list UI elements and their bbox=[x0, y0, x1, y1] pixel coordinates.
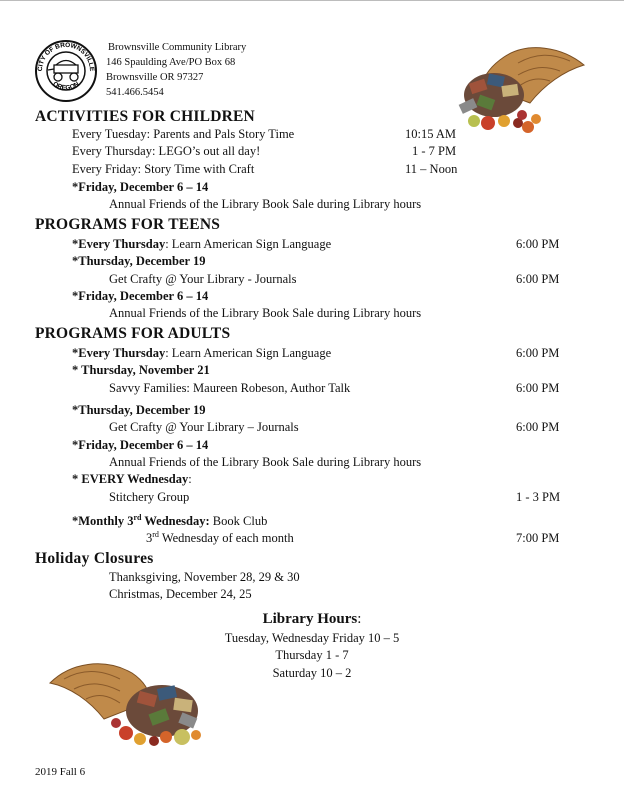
svg-text:CITY OF BROWNSVILLE: CITY OF BROWNSVILLE bbox=[36, 41, 96, 72]
adults-author-date: * Thursday, November 21 bbox=[72, 363, 210, 377]
footer-issue: 2019 Fall 6 bbox=[35, 766, 86, 778]
children-tuesday-time: 10:15 AM bbox=[405, 127, 457, 141]
adults-crafty-date: *Thursday, December 19 bbox=[72, 403, 206, 417]
hours-line1: Tuesday, Wednesday Friday 10 – 5 bbox=[224, 631, 400, 645]
adults-asl-line bbox=[72, 346, 331, 361]
library-name: Brownsville Community Library bbox=[108, 42, 247, 53]
adults-bookclub-desc-ordinal: rd bbox=[152, 529, 159, 539]
hours-title: Library Hours bbox=[262, 611, 358, 627]
teens-crafty-time: 6:00 PM bbox=[516, 272, 560, 286]
adults-bookclub-ordinal: rd bbox=[133, 512, 142, 522]
adults-asl-day: *Every Thursday bbox=[72, 346, 166, 360]
children-friday-storytime: Every Friday: Story Time with Craft bbox=[72, 162, 255, 176]
library-phone: 541.466.5454 bbox=[106, 87, 164, 98]
cornucopia-image-bottom bbox=[46, 653, 206, 753]
adults-bookclub-desc-num: 3 bbox=[146, 531, 153, 545]
adults-author-time: 6:00 PM bbox=[516, 381, 560, 395]
teens-booksale-date: *Friday, December 6 – 14 bbox=[72, 289, 209, 303]
adults-bookclub-desc bbox=[146, 531, 294, 546]
cornucopia-image-top bbox=[452, 41, 588, 137]
teens-asl-line bbox=[72, 237, 331, 252]
svg-text:OREGON: OREGON bbox=[51, 80, 81, 92]
adults-crafty-time: 6:00 PM bbox=[516, 420, 560, 434]
city-seal-logo bbox=[34, 39, 98, 103]
teens-crafty-desc: Get Crafty @ Your Library - Journals bbox=[109, 272, 297, 286]
adults-bookclub-prefix: *Monthly 3 bbox=[72, 514, 134, 528]
adults-bookclub-desc-text: Wednesday of each month bbox=[158, 531, 294, 545]
closures-thanksgiving: Thanksgiving, November 28, 29 & 30 bbox=[109, 570, 300, 584]
teens-heading: PROGRAMS FOR TEENS bbox=[35, 216, 221, 233]
teens-booksale-desc: Annual Friends of the Library Book Sale during Library hours bbox=[109, 306, 422, 320]
hours-line3: Saturday 10 – 2 bbox=[272, 666, 352, 680]
adults-asl-desc: : Learn American Sign Language bbox=[165, 346, 332, 360]
hours-title-colon: : bbox=[357, 611, 362, 627]
children-friday-time: 11 – Noon bbox=[405, 162, 458, 176]
library-address-line2: Brownsville OR 97327 bbox=[106, 72, 204, 83]
adults-bookclub-time: 7:00 PM bbox=[516, 531, 560, 545]
adults-bookclub-line bbox=[72, 514, 267, 529]
closures-christmas: Christmas, December 24, 25 bbox=[109, 587, 252, 601]
adults-author-desc: Savvy Families: Maureen Robeson, Author Talk bbox=[109, 381, 351, 395]
adults-bookclub-day: Wednesday: bbox=[141, 514, 210, 528]
hours-line2: Thursday 1 - 7 bbox=[275, 648, 349, 662]
closures-heading: Holiday Closures bbox=[35, 550, 154, 567]
adults-booksale-date: *Friday, December 6 – 14 bbox=[72, 438, 209, 452]
adults-crafty-desc: Get Crafty @ Your Library – Journals bbox=[109, 420, 299, 434]
adults-stitchery-day: * EVERY Wednesday bbox=[72, 472, 189, 486]
children-booksale-desc: Annual Friends of the Library Book Sale during Library hours bbox=[109, 197, 422, 211]
children-thursday-time: 1 - 7 PM bbox=[412, 144, 457, 158]
adults-stitchery-time: 1 - 3 PM bbox=[516, 490, 561, 504]
teens-crafty-date: *Thursday, December 19 bbox=[72, 254, 206, 268]
teens-asl-time: 6:00 PM bbox=[516, 237, 560, 251]
children-booksale-date: *Friday, December 6 – 14 bbox=[72, 180, 209, 194]
adults-stitchery-desc: Stitchery Group bbox=[109, 490, 190, 504]
adults-stitchery-colon: : bbox=[188, 472, 192, 486]
adults-bookclub-title: Book Club bbox=[209, 514, 268, 528]
adults-asl-time: 6:00 PM bbox=[516, 346, 560, 360]
children-thursday-lego: Every Thursday: LEGO’s out all day! bbox=[72, 144, 261, 158]
adults-booksale-desc: Annual Friends of the Library Book Sale during Library hours bbox=[109, 455, 422, 469]
hours-title-line bbox=[0, 611, 624, 628]
children-heading: ACTIVITIES FOR CHILDREN bbox=[35, 108, 255, 125]
teens-asl-desc: : Learn American Sign Language bbox=[165, 237, 332, 251]
library-address-line1: 146 Spaulding Ave/PO Box 68 bbox=[106, 57, 236, 68]
adults-stitchery-day-line bbox=[72, 472, 192, 487]
adults-heading: PROGRAMS FOR ADULTS bbox=[35, 325, 231, 342]
teens-asl-day: *Every Thursday bbox=[72, 237, 166, 251]
children-tuesday-storytime: Every Tuesday: Parents and Pals Story Time bbox=[72, 127, 295, 141]
